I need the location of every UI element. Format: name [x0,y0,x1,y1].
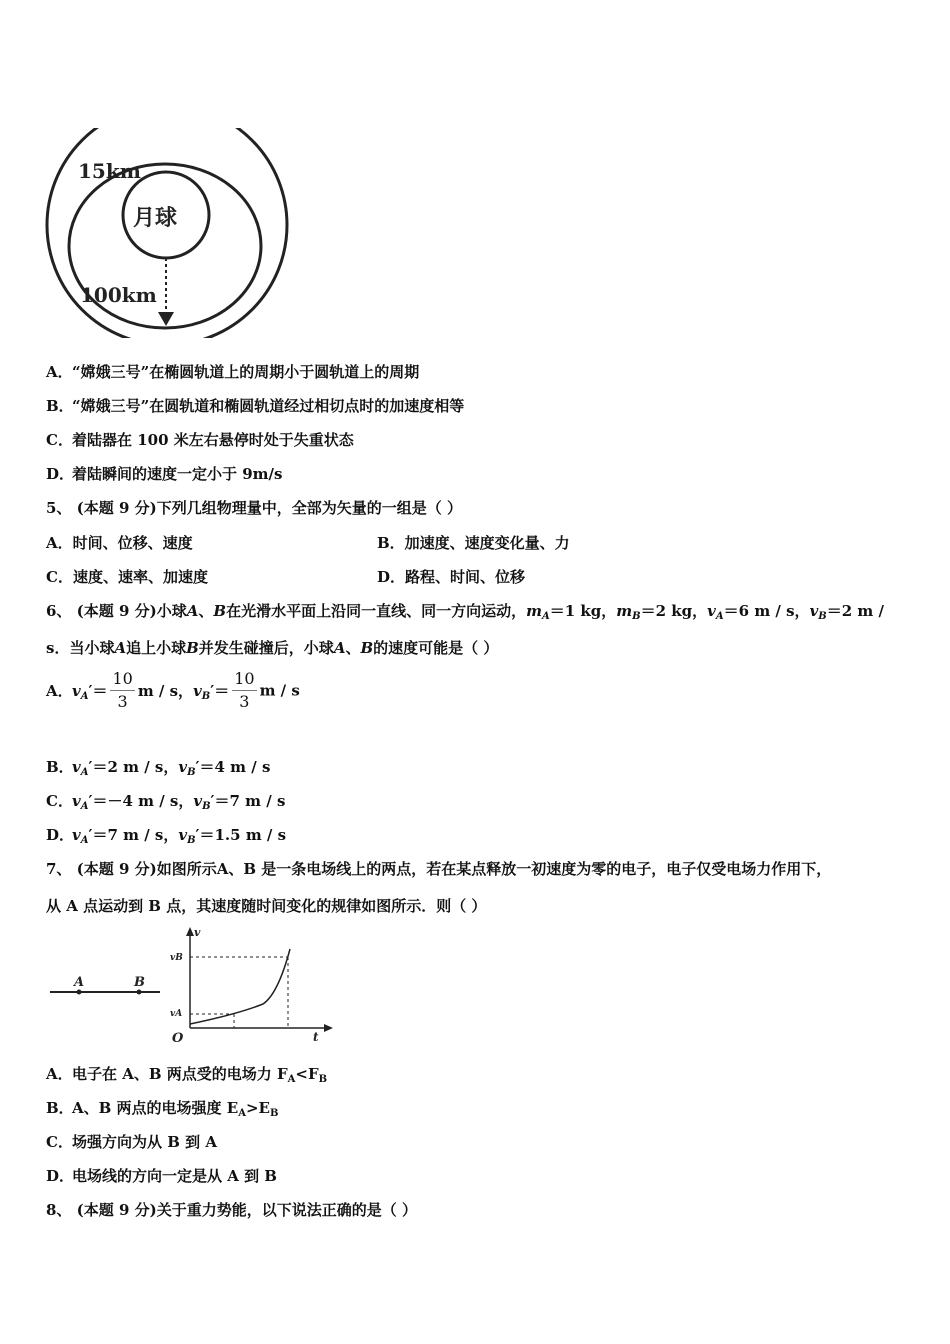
v-symbol: v [707,602,716,620]
q5-option-d: D．路程、时间、位移 [377,568,526,586]
option-letter: A． [46,1065,73,1083]
va-value: ＝6 m / s， [723,602,810,620]
option-text: 电子在 A、B 两点受的电场力 F [72,1065,288,1083]
prime-eq: ′＝ [210,792,230,810]
sub-b: B [818,611,827,622]
option-letter: B． [46,397,74,415]
q4-option-d [46,463,282,484]
q6-option-c [46,790,285,812]
var-a: A [186,602,199,620]
prime-eq: ′＝ [88,792,108,810]
axis-t-label: t [313,1030,319,1044]
sub-b: B [187,835,196,846]
q6-mid: 在光滑水平面上沿同一直线、同一方向运动， [226,602,527,620]
v-symbol: v [72,826,81,844]
q6-l2-p1: s．当小球 [46,639,115,657]
q6-l2-p2: 追上小球 [126,639,187,657]
fraction-denominator: 3 [239,692,250,711]
option-text: 着陆瞬间的速度一定小于 9m/s [72,465,283,483]
q7-option-c [46,1131,217,1152]
vb-value: 7 m / s [229,792,286,810]
option-letter: C． [46,431,73,449]
label-b: B [134,975,145,990]
t-axis-arrow-icon [324,1024,333,1032]
v-axis-arrow-icon [186,927,194,936]
vb-value: 4 m / s [214,758,271,776]
prime-eq: ′＝ [88,826,108,844]
origin-label: O [172,1031,184,1046]
option-letter: B． [46,758,74,776]
sub-b: B [632,611,641,622]
fraction-numerator: 10 [232,668,256,691]
q6-option-d [46,824,286,846]
v-symbol: v [178,826,188,844]
option-text: >E [245,1099,270,1117]
q6-l2-p4: 的速度可能是（ ） [373,639,499,657]
option-text: 电场线的方向一定是从 A 到 B [72,1167,277,1185]
va-value: 7 m / s， [107,826,179,844]
q5-option-b: B．加速度、速度变化量、力 [377,534,570,552]
q6-option-b [46,756,270,778]
sub-a: A [80,767,89,778]
label-moon: 月球 [133,205,178,231]
label-a: A [74,975,85,990]
q6-l2-p3: 并发生碰撞后，小球 [198,639,334,657]
option-letter: D． [46,465,75,483]
option-text: “嫦娥三号”在椭圆轨道上的周期小于圆轨道上的周期 [72,363,420,381]
sub-a: A [715,611,724,622]
vb-value: 1.5 m / s [214,826,287,844]
var-a: A [333,639,346,657]
option-letter: C． [46,1133,73,1151]
q5-option-c: C．速度、速率、加速度 [46,568,208,586]
q4-option-a [46,361,419,382]
q6-stem-line2 [46,637,498,658]
fraction-denominator: 3 [117,692,128,711]
q7-stem-line1: 7、 (本题 9 分)如图所示A、B 是一条电场线上的两点，若在某点释放一初速度为零的电子，电子仅受电场力作用下， [46,860,832,878]
sub-b: B [318,1074,328,1085]
var-b: B [186,639,199,657]
v-symbol: v [178,758,188,776]
q4-option-b [46,395,464,416]
v-symbol: v [193,681,202,700]
sub-a: A [80,690,89,702]
option-letter: A． [46,363,73,381]
unit: m / s， [137,682,194,700]
prime-eq: ′＝ [210,681,230,700]
unit: m / s [259,681,300,700]
q7-option-d [46,1165,277,1186]
option-letter: D． [46,826,75,844]
option-text: A、B 两点的电场强度 E [72,1099,239,1117]
sub-b: B [187,767,196,778]
fraction [232,668,256,713]
sub-a: A [80,801,89,812]
sub-a: A [541,611,550,622]
fraction [110,668,134,713]
prime-eq: ′＝ [88,681,108,700]
sub-b: B [201,690,211,702]
option-text: <F [295,1065,319,1083]
prime-eq: ′＝ [88,758,108,776]
ma-value: ＝1 kg， [549,602,617,620]
prime-eq: ′＝ [195,758,215,776]
prime-eq: ′＝ [195,826,215,844]
v-symbol: v [72,681,81,700]
sub-a: A [287,1074,296,1085]
sub-b: B [269,1108,279,1119]
v-symbol: v [809,602,819,620]
option-text: 场强方向为从 B 到 A [72,1133,217,1151]
arrow-down-icon [158,312,174,326]
q5-stem: 5、 (本题 9 分)下列几组物理量中，全部为矢量的一组是（ ） [46,499,462,517]
field-line-figure [48,972,163,1002]
sub-a: A [238,1108,246,1119]
q8-stem: 8、 (本题 9 分)关于重力势能，以下说法正确的是（ ） [46,1201,417,1219]
q6-option-a [46,668,300,713]
q6-stem-line1 [46,600,884,622]
option-text: 着陆器在 100 米左右悬停时处于失重状态 [72,431,354,449]
var-b: B [360,639,374,657]
vb-tick-label: vB [170,953,183,963]
orbit-figure [40,128,310,338]
option-letter: B． [46,1099,74,1117]
q5-option-a: A．时间、位移、速度 [46,534,193,552]
sep: 、 [198,602,214,620]
v-symbol: v [72,792,81,810]
option-text: “嫦娥三号”在圆轨道和椭圆轨道经过相切点时的加速度相等 [72,397,465,415]
var-a: A [114,639,127,657]
sep: 、 [345,639,361,657]
q6-prefix: 6、 (本题 9 分)小球 [46,602,187,620]
v-symbol: v [72,758,81,776]
label-15km: 15km [78,159,141,183]
q4-option-c [46,429,354,450]
m-symbol: m [616,602,633,620]
var-b: B [213,602,227,620]
mb-value: ＝2 kg， [640,602,708,620]
m-symbol: m [526,602,542,620]
va-tick-label: vA [170,1009,183,1019]
option-letter: A． [46,682,73,700]
sub-a: A [80,835,89,846]
velocity-time-graph [168,924,340,1046]
point-b [137,990,142,995]
q7-option-b [46,1097,278,1119]
q7-stem-line2: 从 A 点运动到 B 点，其速度随时间变化的规律如图所示．则（ ） [46,897,487,915]
option-letter: D． [46,1167,75,1185]
label-100km: 100km [80,283,157,307]
velocity-curve [190,949,290,1024]
va-value: 2 m / s， [107,758,179,776]
va-value: －4 m / s， [107,792,194,810]
sub-b: B [202,801,211,812]
option-letter: C． [46,792,73,810]
v-symbol: v [193,792,203,810]
point-a [77,990,82,995]
axis-v-label: v [194,926,201,939]
vb-value: ＝2 m / [826,602,884,620]
q7-option-a [46,1063,327,1085]
fraction-numerator: 10 [110,668,134,691]
